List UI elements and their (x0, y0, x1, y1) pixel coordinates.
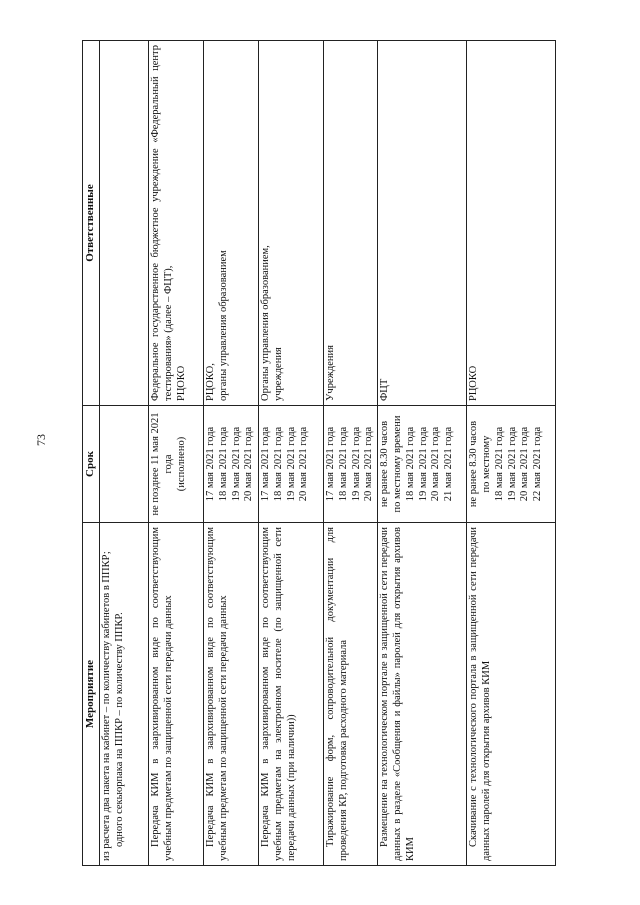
responsible-text: Органы управления образованием, (260, 245, 271, 401)
deadline-text: 18 мая 2021 года (272, 426, 284, 502)
responsible-cell (467, 41, 556, 406)
deadline-cell (204, 406, 259, 523)
responsible-cell (259, 41, 324, 406)
deadline-text: 20 мая 2021 года (430, 426, 442, 502)
event-text: Передача КИМ в заархивированном виде по соответствующим учебным предметам по защищенной сети передачи данных (205, 527, 229, 861)
responsible-text: РЦОКО (468, 365, 480, 401)
deadline-text: 22 мая 2021 года (532, 426, 544, 502)
responsible-text: РЦОКО (175, 365, 187, 401)
responsible-text: Федеральное государственное бюджетное учреждение «Федеральный центр тестирования» (далее – ФЦТ), (150, 45, 174, 401)
deadline-text: 17 мая 2021 года (205, 426, 216, 502)
responsible-text: ФЦТ (379, 378, 391, 401)
responsible-text: РЦОКО, (205, 363, 216, 401)
deadline-text: 19 мая 2021 года (417, 426, 429, 502)
event-cell (204, 523, 259, 866)
responsible-text: органы управления образованием (217, 250, 229, 401)
header-deadline: Срок (83, 406, 100, 523)
event-cell (149, 523, 204, 866)
deadline-text: 17 мая 2021 года (325, 426, 336, 502)
page-number: 73 (34, 434, 48, 446)
deadline-text: не ранее 8.30 часов (379, 420, 391, 508)
event-cell (324, 523, 378, 866)
deadline-text: 19 мая 2021 года (285, 426, 297, 502)
responsible-cell (378, 41, 467, 406)
event-cell (467, 523, 556, 866)
table-row (467, 41, 556, 866)
table-row (378, 41, 467, 866)
deadline-text: 20 мая 2021 года (363, 426, 375, 502)
deadline-text: 19 мая 2021 года (506, 426, 518, 502)
responsible-cell (100, 41, 149, 406)
deadline-cell (467, 406, 556, 523)
deadline-text: 20 мая 2021 года (243, 426, 255, 502)
deadline-text: не ранее 8.30 часов (468, 420, 480, 508)
table-header-row (83, 41, 100, 866)
deadline-text: 19 мая 2021 года (230, 426, 242, 502)
event-text: Тиражирование форм, сопроводительной документации для проведения КР, подготовка расходного материала (325, 527, 349, 861)
deadline-text: 19 мая 2021 года (350, 426, 362, 502)
rotated-table-page (82, 41, 566, 866)
header-event: Мероприятие (83, 523, 100, 866)
table-row (204, 41, 259, 866)
deadline-cell (100, 406, 149, 523)
deadline-text: 18 мая 2021 года (217, 426, 229, 502)
deadline-text: 18 мая 2021 года (493, 426, 505, 502)
deadline-text: (исполнено) (175, 436, 187, 492)
deadline-text: не позднее 11 мая 2021 года (150, 412, 174, 516)
event-text: Передача КИМ в заархивированном виде по соответствующим учебным предметам по защищенной сети передачи данных (150, 527, 174, 861)
deadline-cell (324, 406, 378, 523)
deadline-cell (378, 406, 467, 523)
responsible-cell (149, 41, 204, 406)
responsible-cell (324, 41, 378, 406)
deadline-text: 20 мая 2021 года (519, 426, 531, 502)
event-text: одного секьюрпака на ППКР – по количеству ППКР. (113, 612, 125, 847)
event-cell (378, 523, 467, 866)
header-responsible: Ответственные (83, 41, 100, 406)
schedule-table (82, 40, 556, 866)
event-text: из расчета два пакета на кабинет – по количеству кабинетов в ППКР; (101, 551, 112, 861)
deadline-text: 18 мая 2021 года (404, 426, 416, 502)
table-row (149, 41, 204, 866)
deadline-text: 17 мая 2021 года (260, 426, 271, 502)
responsible-text: Учреждения (325, 345, 336, 401)
event-text: Скачивание с технологического портала в защищенной сети передачи данных паролей для открытия архивов КИМ (468, 527, 492, 861)
event-text: Размещение на технологическом портале в защищенной сети передачи данных в разделе «Сообщения и файлы» паролей для открытия архивов КИМ (379, 527, 416, 861)
deadline-text: по местному (480, 435, 492, 493)
event-cell (259, 523, 324, 866)
deadline-text: 18 мая 2021 года (337, 426, 349, 502)
table-row (259, 41, 324, 866)
responsible-cell (204, 41, 259, 406)
deadline-text: по местному времени (391, 415, 403, 513)
deadline-text: 20 мая 2021 года (298, 426, 310, 502)
deadline-cell (259, 406, 324, 523)
deadline-text: 21 мая 2021 года (443, 426, 455, 502)
event-text: Передача КИМ в заархивированном виде по соответствующим учебным предметам на электронном носителе (по защищенной сети передачи данных (при наличии)) (260, 527, 297, 861)
responsible-text: учреждения (272, 347, 284, 401)
event-cell (100, 523, 149, 866)
deadline-cell (149, 406, 204, 523)
table-row (100, 41, 149, 866)
table-row (324, 41, 378, 866)
